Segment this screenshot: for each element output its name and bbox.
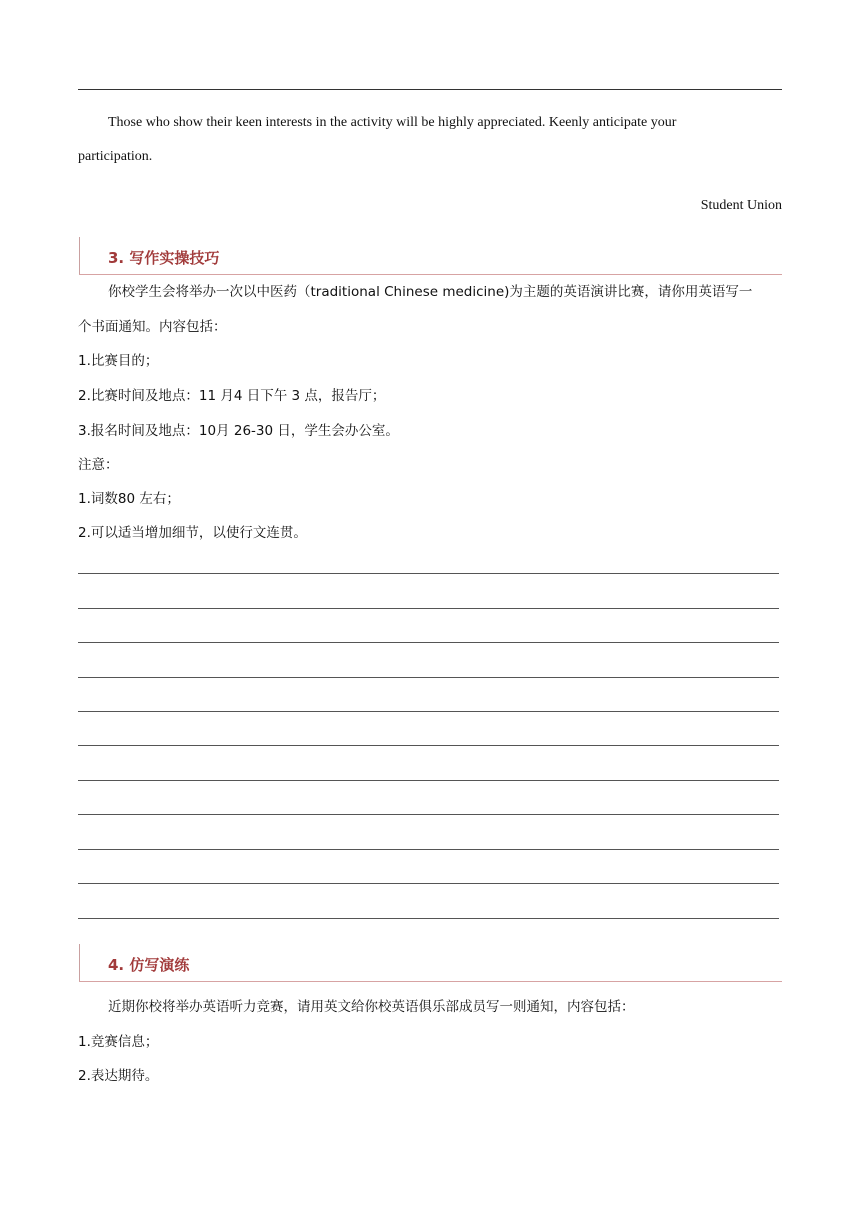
section-3-item-3: 3.报名时间及地点：10月 26-30 日，学生会办公室。 bbox=[78, 423, 399, 439]
writing-line-1[interactable] bbox=[78, 573, 779, 574]
section-3-prompt-line-1: 你校学生会将举办一次以中医药（traditional Chinese medicine)为主题的英语演讲比赛，请你用英语写一 bbox=[108, 284, 753, 300]
writing-line-8[interactable] bbox=[78, 814, 779, 815]
writing-line-10[interactable] bbox=[78, 883, 779, 884]
writing-line-9[interactable] bbox=[78, 849, 779, 850]
writing-line-2[interactable] bbox=[78, 608, 779, 609]
section-3-header bbox=[79, 237, 782, 275]
section-4-title: 4. 仿写演练 bbox=[108, 956, 190, 974]
writing-line-11[interactable] bbox=[78, 918, 779, 919]
writing-line-7[interactable] bbox=[78, 780, 779, 781]
section-4-prompt: 近期你校将举办英语听力竞赛，请用英文给你校英语俱乐部成员写一则通知，内容包括： bbox=[108, 999, 635, 1015]
header-rule bbox=[78, 89, 782, 90]
section-4-item-2: 2.表达期待。 bbox=[78, 1068, 159, 1084]
signature: Student Union bbox=[700, 198, 782, 213]
note-label: 注意： bbox=[78, 457, 119, 473]
section-3-title: 3. 写作实操技巧 bbox=[108, 249, 220, 267]
section-4-bar bbox=[79, 944, 80, 982]
section-3-item-2: 2.比赛时间及地点：11 月4 日下午 3 点，报告厅； bbox=[78, 388, 386, 404]
section-4-underline bbox=[79, 981, 782, 982]
note-2: 2.可以适当增加细节，以使行文连贯。 bbox=[78, 525, 307, 541]
closing-line-2: participation. bbox=[78, 149, 153, 164]
writing-line-5[interactable] bbox=[78, 711, 779, 712]
section-3-bar bbox=[79, 237, 80, 275]
writing-line-3[interactable] bbox=[78, 642, 779, 643]
writing-line-4[interactable] bbox=[78, 677, 779, 678]
section-4-item-1: 1.竞赛信息； bbox=[78, 1034, 159, 1050]
section-3-item-1: 1.比赛目的； bbox=[78, 353, 159, 369]
note-1: 1.词数80 左右； bbox=[78, 491, 180, 507]
closing-line-1: Those who show their keen interests in the activity will be highly appreciated. Keenly anticipate your bbox=[108, 115, 677, 130]
section-4-header bbox=[79, 944, 782, 982]
writing-line-6[interactable] bbox=[78, 745, 779, 746]
section-3-prompt-line-2: 个书面通知。内容包括： bbox=[78, 319, 227, 335]
